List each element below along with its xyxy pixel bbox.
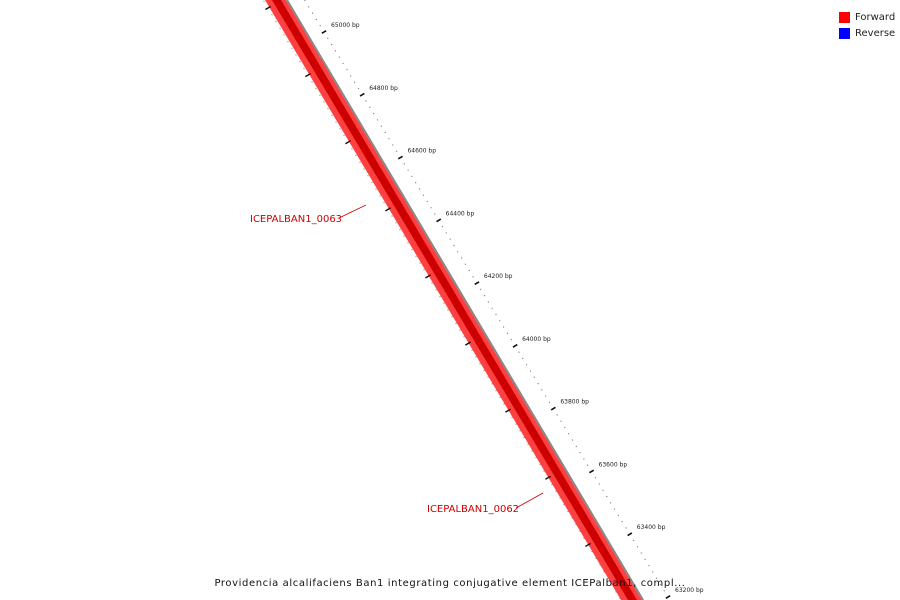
inner-minor-mark: [512, 417, 513, 418]
inner-minor-mark: [616, 591, 617, 592]
ruler-minor-tick: [530, 370, 531, 371]
inner-minor-mark: [424, 269, 425, 270]
ruler-major-tick: [666, 596, 670, 599]
ruler-minor-tick: [492, 308, 493, 309]
inner-minor-mark: [344, 135, 345, 136]
ruler-minor-tick: [549, 402, 550, 403]
reverse-swatch: [839, 28, 850, 39]
ruler-minor-tick: [542, 389, 543, 390]
inner-minor-mark: [396, 222, 397, 223]
ruler-tick-label: 64800 bp: [369, 84, 398, 92]
inner-minor-mark: [300, 61, 301, 62]
inner-minor-mark: [416, 256, 417, 257]
ruler-minor-tick: [500, 320, 501, 321]
ruler-minor-tick: [641, 553, 642, 554]
ruler-minor-tick: [392, 144, 393, 145]
ruler-minor-tick: [614, 509, 615, 510]
ruler-minor-tick: [419, 188, 420, 189]
ruler-minor-tick: [350, 75, 351, 76]
inner-minor-mark: [420, 263, 421, 264]
ruler-minor-tick: [652, 571, 653, 572]
inner-minor-mark: [332, 115, 333, 116]
ruler-minor-tick: [347, 69, 348, 70]
ruler-minor-tick: [519, 352, 520, 353]
ruler-minor-tick: [584, 458, 585, 459]
inner-minor-mark: [492, 383, 493, 384]
ruler-minor-tick: [633, 540, 634, 541]
inner-minor-mark: [404, 236, 405, 237]
inner-minor-mark: [580, 531, 581, 532]
ruler-minor-tick: [431, 207, 432, 208]
ruler-minor-tick: [408, 170, 409, 171]
ruler-minor-tick: [561, 421, 562, 422]
ruler-minor-tick: [328, 38, 329, 39]
ruler-minor-tick: [366, 101, 367, 102]
ruler-minor-tick: [610, 502, 611, 503]
inner-minor-mark: [364, 169, 365, 170]
ruler-minor-tick: [396, 151, 397, 152]
inner-minor-mark: [568, 511, 569, 512]
ruler-minor-tick: [526, 364, 527, 365]
inner-minor-mark: [296, 54, 297, 55]
ruler-minor-tick: [580, 452, 581, 453]
inner-minor-mark: [372, 182, 373, 183]
inner-minor-mark: [556, 491, 557, 492]
ruler-minor-tick: [335, 50, 336, 51]
ruler-minor-tick: [534, 377, 535, 378]
legend-label-reverse: Reverse: [855, 27, 896, 39]
inner-minor-mark: [596, 558, 597, 559]
ruler-major-tick: [513, 345, 517, 348]
ruler-minor-tick: [607, 496, 608, 497]
inner-minor-mark: [280, 28, 281, 29]
ruler-minor-tick: [423, 195, 424, 196]
inner-minor-mark: [320, 95, 321, 96]
inner-minor-mark: [264, 1, 265, 2]
ruler-minor-tick: [622, 521, 623, 522]
ruler-minor-tick: [442, 226, 443, 227]
ruler-minor-tick: [435, 214, 436, 215]
map-caption: Providencia alcalifaciens Ban1 integrating conjugative element ICEPalban1, compl...: [214, 578, 686, 589]
ruler-minor-tick: [469, 270, 470, 271]
ruler-minor-tick: [637, 546, 638, 547]
ruler-minor-tick: [427, 201, 428, 202]
ruler-minor-tick: [446, 232, 447, 233]
inner-minor-mark: [532, 450, 533, 451]
ruler-minor-tick: [316, 19, 317, 20]
ruler-major-tick: [437, 219, 441, 222]
ruler-major-tick: [475, 282, 479, 285]
ruler-major-tick: [398, 156, 402, 159]
ruler-minor-tick: [412, 176, 413, 177]
inner-minor-mark: [432, 283, 433, 284]
inner-minor-mark: [276, 21, 277, 22]
ruler-minor-tick: [389, 138, 390, 139]
ruler-minor-tick: [381, 126, 382, 127]
ruler-tick-label: 63800 bp: [560, 398, 589, 406]
ruler-minor-tick: [507, 333, 508, 334]
inner-minor-mark: [540, 464, 541, 465]
inner-minor-mark: [460, 330, 461, 331]
ruler-minor-tick: [595, 477, 596, 478]
ruler-minor-tick: [649, 565, 650, 566]
ruler-minor-tick: [572, 440, 573, 441]
ruler-minor-tick: [511, 339, 512, 340]
ruler-minor-tick: [377, 119, 378, 120]
inner-minor-mark: [500, 397, 501, 398]
inner-minor-mark: [340, 128, 341, 129]
ruler-minor-tick: [461, 257, 462, 258]
inner-minor-mark: [436, 289, 437, 290]
ruler-major-tick: [551, 407, 555, 410]
ruler-minor-tick: [320, 25, 321, 26]
ruler-minor-tick: [370, 107, 371, 108]
feature-label-0062[interactable]: ICEPALBAN1_0062: [427, 504, 520, 515]
ruler-minor-tick: [603, 490, 604, 491]
ruler-tick-label: 64600 bp: [407, 147, 437, 155]
inner-minor-mark: [536, 457, 537, 458]
inner-minor-mark: [360, 162, 361, 163]
ruler-minor-tick: [488, 301, 489, 302]
ruler-major-tick: [589, 470, 593, 473]
inner-minor-mark: [380, 195, 381, 196]
ruler-minor-tick: [343, 63, 344, 64]
inner-minor-mark: [480, 363, 481, 364]
ruler-major-tick: [360, 93, 364, 96]
inner-minor-mark: [544, 471, 545, 472]
ruler-minor-tick: [503, 327, 504, 328]
ruler-minor-tick: [599, 483, 600, 484]
ruler-minor-tick: [522, 358, 523, 359]
ruler-minor-tick: [576, 446, 577, 447]
ruler-tick-label: 64000 bp: [522, 335, 551, 343]
inner-minor-mark: [448, 309, 449, 310]
ruler-minor-tick: [484, 295, 485, 296]
inner-minor-mark: [528, 444, 529, 445]
ruler-minor-tick: [308, 6, 309, 7]
inner-minor-mark: [328, 108, 329, 109]
ruler-minor-tick: [545, 396, 546, 397]
ruler-minor-tick: [373, 113, 374, 114]
inner-minor-mark: [324, 101, 325, 102]
inner-minor-mark: [304, 68, 305, 69]
inner-minor-mark: [356, 155, 357, 156]
inner-minor-mark: [440, 296, 441, 297]
ruler-minor-tick: [465, 264, 466, 265]
inner-minor-mark: [400, 229, 401, 230]
ruler-minor-tick: [312, 13, 313, 14]
inner-minor-mark: [620, 598, 621, 599]
inner-minor-mark: [384, 202, 385, 203]
ruler-minor-tick: [664, 590, 665, 591]
inner-minor-mark: [520, 430, 521, 431]
ruler-minor-tick: [331, 44, 332, 45]
inner-minor-mark: [272, 14, 273, 15]
inner-minor-mark: [504, 403, 505, 404]
inner-minor-mark: [564, 504, 565, 505]
ruler-minor-tick: [618, 515, 619, 516]
inner-minor-mark: [392, 216, 393, 217]
ruler-minor-tick: [385, 132, 386, 133]
inner-minor-mark: [368, 175, 369, 176]
inner-minor-mark: [592, 551, 593, 552]
legend: [839, 9, 899, 41]
ruler-minor-tick: [568, 433, 569, 434]
feature-label-0063[interactable]: ICEPALBAN1_0063: [250, 214, 343, 225]
inner-minor-mark: [452, 316, 453, 317]
forward-swatch: [839, 12, 850, 23]
inner-minor-mark: [412, 249, 413, 250]
ruler-minor-tick: [587, 465, 588, 466]
inner-minor-mark: [316, 88, 317, 89]
inner-minor-mark: [444, 303, 445, 304]
feature-leader-0063: [339, 205, 366, 218]
legend-label-forward: Forward: [855, 11, 896, 23]
ruler-major-tick: [322, 31, 326, 34]
ruler-minor-tick: [354, 82, 355, 83]
ruler-minor-tick: [564, 427, 565, 428]
inner-minor-mark: [604, 571, 605, 572]
inner-minor-mark: [496, 390, 497, 391]
ruler-tick-label: 63600 bp: [598, 461, 628, 469]
inner-minor-mark: [488, 377, 489, 378]
ruler-minor-tick: [538, 383, 539, 384]
inner-minor-mark: [336, 122, 337, 123]
inner-minor-mark: [572, 518, 573, 519]
inner-minor-mark: [576, 524, 577, 525]
inner-minor-mark: [292, 48, 293, 49]
ruler-tick-label: 63400 bp: [636, 524, 666, 532]
ruler-minor-tick: [626, 527, 627, 528]
legend-item-forward: [839, 9, 899, 25]
ruler-tick-label: 64400 bp: [445, 210, 475, 218]
ruler-minor-tick: [358, 88, 359, 89]
ruler-minor-tick: [339, 57, 340, 58]
inner-minor-mark: [484, 370, 485, 371]
ruler-minor-tick: [473, 276, 474, 277]
ruler-minor-tick: [645, 559, 646, 560]
ruler-major-tick: [628, 533, 632, 536]
ruler-minor-tick: [480, 289, 481, 290]
inner-minor-mark: [516, 424, 517, 425]
ruler-tick-label: 63200 bp: [675, 587, 704, 594]
ruler-minor-tick: [496, 314, 497, 315]
legend-item-reverse: [839, 25, 899, 41]
inner-minor-mark: [408, 242, 409, 243]
inner-minor-mark: [600, 565, 601, 566]
inner-minor-mark: [376, 189, 377, 190]
inner-minor-mark: [552, 484, 553, 485]
inner-minor-mark: [584, 538, 585, 539]
ruler-minor-tick: [415, 182, 416, 183]
inner-minor-mark: [476, 356, 477, 357]
ruler-minor-tick: [450, 239, 451, 240]
ruler-minor-tick: [454, 245, 455, 246]
inner-minor-mark: [472, 350, 473, 351]
inner-minor-mark: [456, 323, 457, 324]
ruler-minor-tick: [404, 163, 405, 164]
ruler-tick-label: 64200 bp: [483, 273, 513, 281]
inner-minor-mark: [524, 437, 525, 438]
ruler-tick-label: 65000 bp: [331, 22, 360, 29]
ruler-minor-tick: [457, 251, 458, 252]
ruler-minor-tick: [557, 414, 558, 415]
inner-minor-mark: [312, 81, 313, 82]
inner-minor-mark: [464, 336, 465, 337]
inner-minor-mark: [288, 41, 289, 42]
inner-minor-mark: [560, 497, 561, 498]
feature-leader-0062: [516, 493, 543, 508]
inner-minor-mark: [352, 148, 353, 149]
inner-minor-mark: [284, 34, 285, 35]
ruler-minor-tick: [305, 0, 306, 1]
